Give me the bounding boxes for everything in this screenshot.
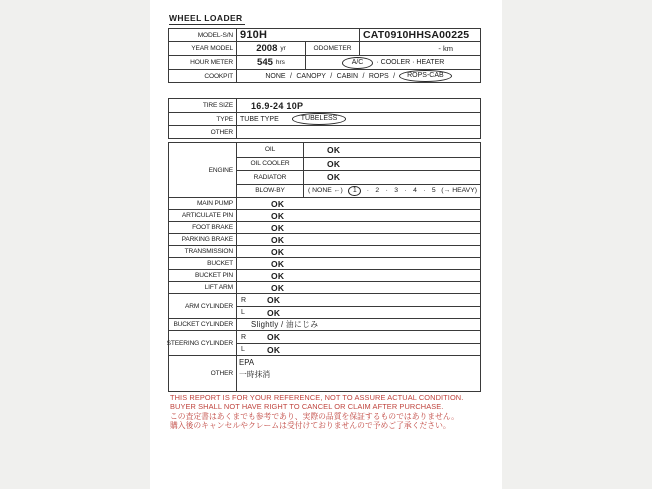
other-line-jp: 一時抹消 (239, 369, 271, 379)
row-hour-climate (169, 55, 480, 69)
blowby-label: BLOW-BY (237, 185, 304, 198)
parking-brake-label: PARKING BRAKE (169, 234, 237, 245)
lift-arm-label: LIFT ARM (169, 282, 237, 293)
disclaimer-block (170, 394, 463, 430)
row-tire-size (169, 99, 480, 112)
transmission-value: OK (271, 246, 285, 257)
engine-rows (237, 143, 480, 197)
steering-cylinder-group (166, 330, 480, 355)
disclaimer-en-line2: BUYER SHALL NOT HAVE RIGHT TO CANCEL OR CLAIM AFTER PURCHASE. (170, 401, 444, 411)
document-page (150, 0, 502, 489)
model-value: 910H (237, 29, 360, 41)
odometer-value: - km (438, 44, 453, 53)
foot-brake-label: FOOT BRAKE (169, 222, 237, 233)
row-lift-arm (169, 281, 480, 293)
row-bucket (169, 257, 480, 269)
foot-brake-value: OK (271, 222, 285, 233)
row-main-pump (169, 197, 480, 209)
blowby-scale-cell (304, 186, 480, 197)
cockpit-circled-value: ROPS-CAB (399, 70, 452, 82)
odometer-label: ODOMETER (306, 42, 360, 55)
arm-cylinder-rows (237, 294, 480, 318)
row-steering-cylinder-r (237, 331, 480, 343)
disclaimer-en-line1: THIS REPORT IS FOR YOUR REFERENCE, NOT TO ASSURE ACTUAL CONDITION. (170, 393, 464, 402)
tire-type-cell (237, 113, 480, 125)
steering-cylinder-rows (237, 331, 480, 355)
other-line-epa: EPA (239, 358, 255, 367)
row-engine-oil (237, 143, 480, 157)
engine-group (169, 143, 480, 197)
tube-type-text: TUBE TYPE (240, 115, 279, 123)
arm-cylinder-group (169, 293, 480, 318)
blowby-none-label: ( NONE ←) (308, 187, 343, 195)
bucket-pin-label: BUCKET PIN (169, 270, 237, 281)
row-model-sn (169, 29, 480, 41)
bucket-label: BUCKET (169, 258, 237, 269)
engine-oil-cooler-value: OK (327, 158, 341, 169)
year-unit: yr (280, 45, 286, 52)
engine-oil-cooler-label: OIL COOLER (237, 158, 304, 171)
lift-arm-value: OK (271, 282, 285, 293)
row-parking-brake (169, 233, 480, 245)
row-engine-oil-cooler (237, 157, 480, 171)
cockpit-options: NONE / CANOPY / CABIN / ROPS / (265, 72, 396, 80)
engine-oil-label: OIL (237, 143, 304, 157)
tire-size-label: TIRE SIZE (169, 99, 237, 112)
arm-r-label: R (241, 296, 247, 304)
arm-r-value: OK (267, 295, 281, 305)
other-label: OTHER (169, 356, 237, 391)
row-tire-type (169, 112, 480, 125)
serial-value: CAT0910HHSA00225 (363, 29, 470, 41)
bucket-value: OK (271, 258, 285, 269)
cockpit-cell (237, 70, 480, 82)
page-title: WHEEL LOADER (169, 13, 243, 23)
tire-size-value: 16.9-24 10P (251, 100, 304, 111)
engine-radiator-value: OK (327, 172, 341, 183)
year-value: 2008 (256, 43, 278, 54)
steering-l-label: L (241, 346, 246, 353)
row-year-odometer (169, 41, 480, 55)
hour-unit: hrs (275, 59, 285, 66)
row-engine-blowby (237, 184, 480, 198)
disclaimer-jp-line1: この査定書はあくまでも参考であり、実際の品質を保証するものではありません。 (170, 411, 459, 421)
steering-cylinder-label: STEERING CYLINDER (169, 331, 237, 355)
articulate-pin-label: ARTICULATE PIN (169, 210, 237, 221)
steering-l-value: OK (267, 344, 281, 355)
tire-table (168, 98, 481, 139)
row-other (169, 355, 480, 391)
row-foot-brake (169, 221, 480, 233)
row-steering-cylinder-l (237, 343, 480, 355)
climate-options: · COOLER · HEATER (376, 59, 445, 66)
tire-other-label: OTHER (169, 126, 237, 138)
bucket-pin-value: OK (271, 270, 285, 281)
row-bucket-cylinder (169, 318, 480, 330)
bucket-cylinder-label: BUCKET CYLINDER (169, 319, 237, 330)
engine-label: ENGINE (169, 143, 237, 197)
disclaimer-jp-line2: 購入後のキャンセルやクレームは受付けておりませんので予めご了承ください。 (170, 421, 451, 430)
row-transmission (169, 245, 480, 257)
blowby-scale: · 2 · 3 · 4 · 5 (366, 187, 436, 195)
arm-cylinder-label: ARM CYLINDER (169, 294, 237, 318)
engine-oil-value: OK (327, 144, 341, 155)
row-arm-cylinder-r (237, 294, 480, 306)
steering-r-value: OK (267, 332, 281, 342)
hour-value: 545 (257, 57, 273, 68)
engine-radiator-label: RADIATOR (237, 171, 304, 184)
climate-cell (306, 56, 480, 69)
model-sn-label: MODEL-S/N (169, 29, 237, 41)
year-model-label: YEAR MODEL (169, 42, 237, 55)
row-arm-cylinder-l (237, 306, 480, 318)
spec-table (168, 28, 481, 83)
arm-l-label: L (241, 309, 246, 316)
other-value-cell (237, 356, 480, 391)
bucket-cylinder-value: Slightly / 油にじみ (251, 320, 319, 329)
row-engine-radiator (237, 170, 480, 184)
tubeless-circled-value: TUBELESS (292, 113, 347, 125)
parking-brake-value: OK (271, 234, 285, 245)
main-pump-label: MAIN PUMP (169, 198, 237, 209)
articulate-pin-value: OK (271, 210, 285, 221)
transmission-label: TRANSMISSION (169, 246, 237, 257)
hour-value-cell (237, 56, 306, 69)
arm-l-value: OK (267, 307, 281, 318)
row-cockpit (169, 69, 480, 82)
blowby-heavy-label: (→ HEAVY) (441, 187, 477, 195)
steering-r-label: R (241, 333, 247, 341)
blowby-selected-circled: 1 (348, 186, 361, 197)
row-tire-other (169, 125, 480, 138)
row-articulate-pin (169, 209, 480, 221)
row-bucket-pin (169, 269, 480, 281)
tire-type-label: TYPE (169, 113, 237, 125)
year-value-cell (237, 42, 306, 55)
inspection-table (168, 142, 481, 392)
hour-meter-label: HOUR METER (169, 56, 237, 69)
cockpit-label: COOKPIT (169, 70, 237, 82)
ac-circled-value: A/C (342, 57, 374, 69)
main-pump-value: OK (271, 198, 285, 209)
